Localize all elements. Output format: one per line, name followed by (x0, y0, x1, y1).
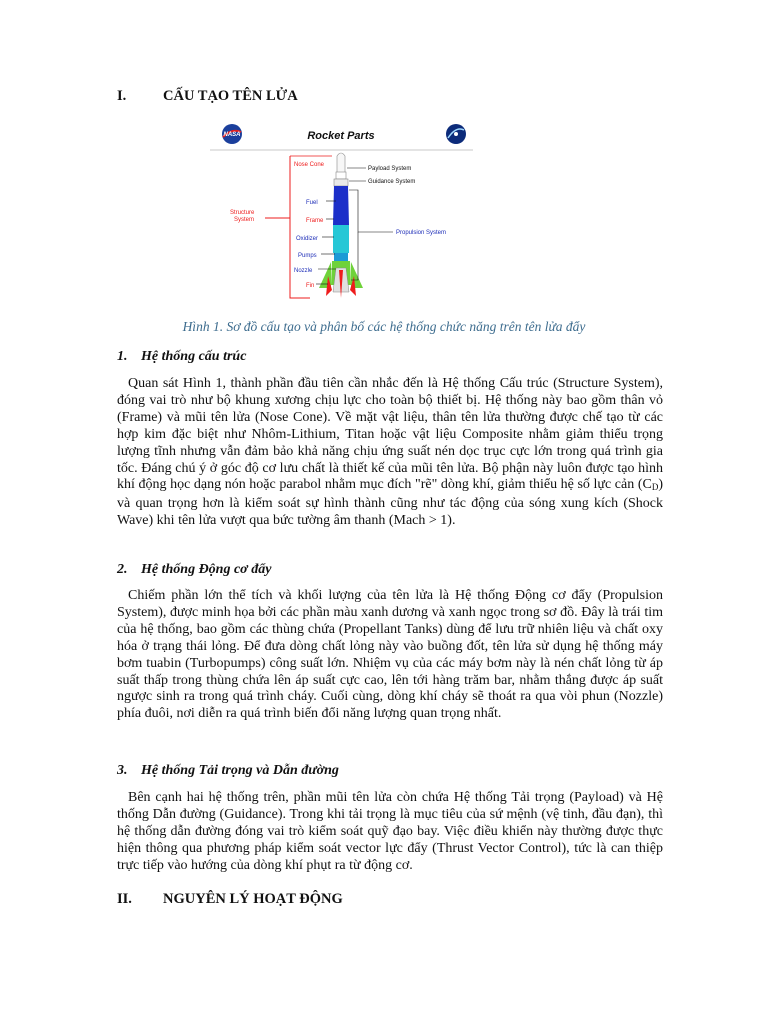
subsection-number: 1. (117, 349, 128, 364)
label-fin: Fin (306, 283, 315, 289)
nasa-logo-icon (222, 124, 242, 144)
section-title: NGUYÊN LÝ HOẠT ĐỘNG (163, 891, 343, 907)
drag-coefficient-subscript: D (651, 482, 659, 493)
label-nose-cone: Nose Cone (294, 162, 325, 168)
label-propulsion: Propulsion System (396, 230, 447, 236)
leader-lines (316, 168, 393, 284)
paragraph-payload-guidance: Bên cạnh hai hệ thống trên, phần mũi tên lửa còn chứa Hệ thống Tải trọng (Payload) và Hệ thống Dẫn đường (Guidance). Trong khi tải trọng là mục tiêu của sứ mệnh (vệ tinh, đầu đạn), thì hệ thống dẫn đường đóng vai trò kiểm soát quỹ đạo bay. Việc điều khiển này thường được thực hiện thông qua phương pháp kiểm soát vector lực đẩy (Thrust Vector Control), tức là can thiệp trực tiếp vào hướng của dòng khí phụt ra từ động cơ. (117, 790, 663, 873)
section-heading-1 (117, 88, 298, 105)
structure-bracket (265, 156, 332, 298)
label-guidance: Guidance System (368, 179, 416, 185)
paragraph-text-cont: ) và quan trọng hơn là kiểm soát sự hình thành cũng như tác động của sóng xung kích (Shock Wave) khi tên lửa vượt qua bức tường âm thanh (Mach > 1). (117, 477, 663, 529)
label-payload: Payload System (368, 166, 412, 172)
subsection-number: 2. (117, 562, 128, 577)
label-oxidizer: Oxidizer (296, 236, 319, 242)
label-fuel: Fuel (306, 200, 318, 206)
section-heading-2 (117, 891, 343, 908)
label-nozzle: Nozzle (294, 268, 313, 274)
label-pumps: Pumps (298, 253, 317, 259)
nasa-badge-text: NASA (223, 132, 241, 138)
label-frame: Frame (306, 218, 324, 224)
figure-title: Rocket Parts (307, 130, 375, 142)
subsection-heading-1 (117, 349, 246, 365)
label-structure-line2: System (234, 217, 255, 223)
section-title: CẤU TẠO TÊN LỬA (163, 88, 298, 104)
rocket-diagram (210, 120, 473, 308)
label-structure-line1: Structure (230, 210, 255, 216)
subsection-number: 3. (117, 763, 128, 778)
rocket-illustration (319, 153, 363, 298)
figure-caption: Hình 1. Sơ đồ cấu tạo và phân bố các hệ thống chức năng trên tên lửa đẩy (182, 319, 586, 334)
subsection-heading-2 (117, 562, 271, 578)
rocket-parts-figure (210, 120, 473, 308)
subsection-title: Hệ thống Tải trọng và Dẫn đường (141, 763, 339, 778)
subsection-title: Hệ thống cấu trúc (141, 349, 247, 364)
paragraph-propulsion: Chiếm phần lớn thể tích và khối lượng của tên lửa là Hệ thống Động cơ đẩy (Propulsion System), được minh họa bởi các phần màu xanh dương và xanh ngọc trong sơ đồ. Đây là trái tim của hệ thống, bao gồm các thùng chứa (Propellant Tanks) dùng để lưu trữ nhiên liệu và chất oxy hóa ở trạng thái lỏng. Để đưa dòng chất lỏng này vào buồng đốt, tên lửa sử dụng hệ thống máy bơm tuabin (Turbopumps) công suất lớn. Nhiệm vụ của các máy bơm này là nén chất lỏng từ áp suất thấp trong thùng chứa lên áp suất cực cao, lên tới hàng trăm bar, nhằm thắng được áp suất ngược sinh ra trong quá trình cháy. Cuối cùng, dòng khí cháy sẽ thoát ra qua vòi phun (Nozzle) phía đuôi, nơi diễn ra quá trình biến đổi năng lượng quan trọng nhất. (117, 588, 663, 722)
paragraph-structure (117, 376, 663, 530)
section-number: II. (117, 891, 132, 907)
subsection-heading-3 (117, 763, 339, 779)
paragraph-text: Quan sát Hình 1, thành phần đầu tiên cần nhắc đến là Hệ thống Cấu trúc (Structure System), đóng vai trò như bộ khung xương chịu lực cho toàn bộ thiết bị. Hệ thống này bao gồm thân vỏ (Frame) và mũi tên lửa (Nose Cone). Về mặt vật liệu, thân tên lửa thường được chế tạo từ các hợp kim đặc biệt như Nhôm-Lithium, Titan hoặc vật liệu Composite nhằm giảm thiểu trọng lượng tĩnh nhưng vẫn đảm bảo khả năng chịu ứng suất nén dọc trục cực lớn trong quá trình gia tốc. Đáng chú ý ở góc độ cơ lưu chất là thiết kế của mũi tên lửa. Bộ phận này luôn được tạo hình khí động học dạng nón hoặc parabol nhằm mục đích "rẽ" dòng khí, giảm thiểu hệ số lực cản (C (117, 376, 663, 493)
emblem-icon (446, 124, 466, 144)
section-number: I. (117, 88, 127, 104)
subsection-title: Hệ thống Động cơ đẩy (141, 562, 272, 577)
